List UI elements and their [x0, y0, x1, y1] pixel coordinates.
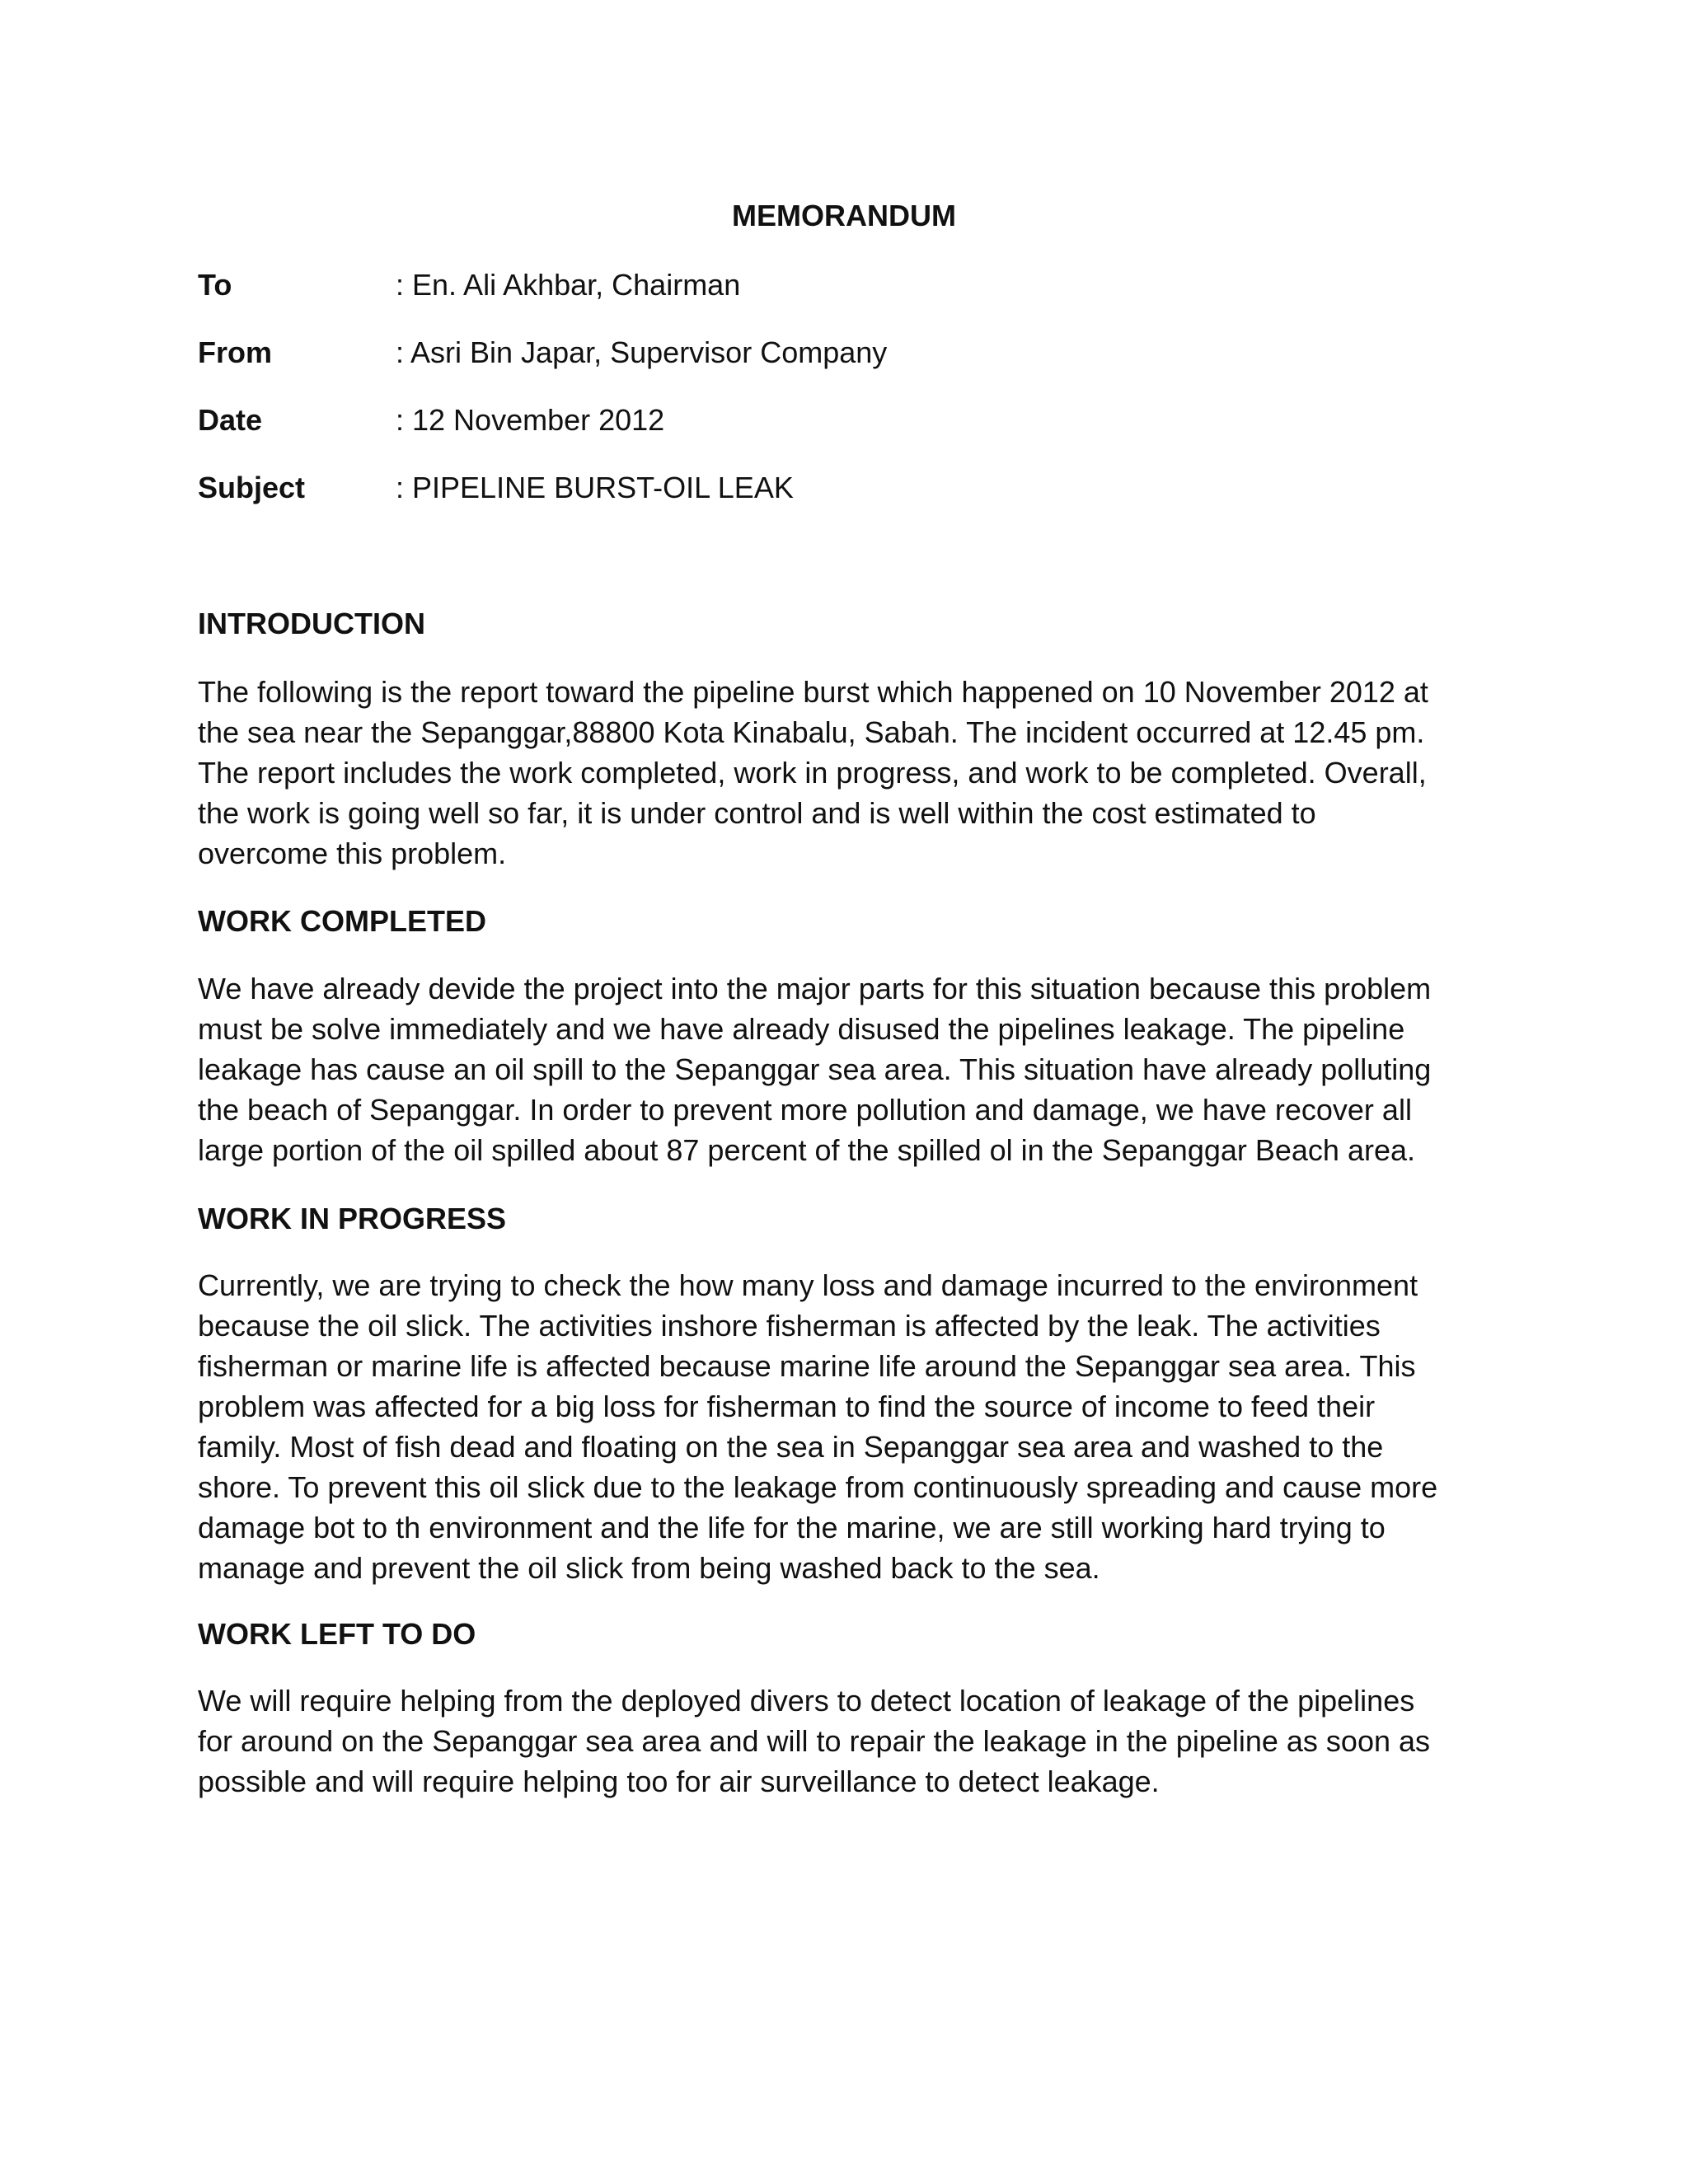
memo-title: MEMORANDUM: [732, 199, 956, 232]
section-body-work-completed: [198, 968, 1500, 1170]
paragraph-line: Currently, we are trying to check the how many loss and damage incurred to the environment: [198, 1268, 1418, 1302]
paragraph-line: large portion of the oil spilled about 87 percent of the spilled ol in the Sepanggar Beach area.: [198, 1133, 1416, 1167]
paragraph-line: problem was affected for a big loss for fisherman to find the source of income to feed their: [198, 1390, 1376, 1423]
header-date-value: : 12 November 2012: [396, 403, 665, 437]
header-from-row: [198, 335, 1484, 371]
section-body-work-in-progress: [198, 1265, 1500, 1588]
paragraph-line: for around on the Sepanggar sea area and will to repair the leakage in the pipeline as soon as: [198, 1724, 1431, 1758]
paragraph-line: The following is the report toward the pipeline burst which happened on 10 November 2012 at: [198, 675, 1428, 709]
section-heading-introduction: INTRODUCTION: [198, 607, 425, 640]
section-heading-work-in-progress: WORK IN PROGRESS: [198, 1202, 507, 1235]
header-date-row: [198, 402, 1484, 438]
section-body-work-left-to-do: [198, 1680, 1500, 1802]
header-subject-value: : PIPELINE BURST-OIL LEAK: [396, 471, 794, 504]
section-heading-work-completed: WORK COMPLETED: [198, 904, 486, 938]
paragraph-line: the beach of Sepanggar. In order to prevent more pollution and damage, we have recover all: [198, 1093, 1412, 1127]
header-to-label: To: [198, 268, 232, 302]
paragraph-line: leakage has cause an oil spill to the Sepanggar sea area. This situation have already polluting: [198, 1052, 1432, 1086]
paragraph-line: fisherman or marine life is affected because marine life around the Sepanggar sea area. This: [198, 1349, 1416, 1383]
header-date-label: Date: [198, 403, 263, 437]
paragraph-line: because the oil slick. The activities inshore fisherman is affected by the leak. The activities: [198, 1309, 1381, 1343]
paragraph-line: must be solve immediately and we have already disused the pipelines leakage. The pipeline: [198, 1012, 1405, 1046]
paragraph-line: shore. To prevent this oil slick due to the leakage from continuously spreading and cause more: [198, 1470, 1438, 1504]
paragraph-line: We will require helping from the deployed divers to detect location of leakage of the pipelines: [198, 1684, 1415, 1718]
paragraph-line: family. Most of fish dead and floating on the sea in Sepanggar sea area and washed to the: [198, 1430, 1384, 1464]
paragraph-line: possible and will require helping too for air surveillance to detect leakage.: [198, 1765, 1160, 1798]
header-subject-row: [198, 470, 1484, 506]
paragraph-line: We have already devide the project into the major parts for this situation because this problem: [198, 972, 1432, 1005]
section-body-introduction: [198, 672, 1500, 874]
paragraph-line: manage and prevent the oil slick from being washed back to the sea.: [198, 1551, 1100, 1585]
paragraph-line: overcome this problem.: [198, 837, 507, 870]
paragraph-line: the sea near the Sepanggar,88800 Kota Kinabalu, Sabah. The incident occurred at 12.45 pm.: [198, 715, 1425, 749]
header-subject-label: Subject: [198, 471, 306, 504]
header-from-value: : Asri Bin Japar, Supervisor Company: [396, 335, 888, 369]
paragraph-line: damage bot to th environment and the life for the marine, we are still working hard trying to: [198, 1511, 1386, 1544]
section-heading-work-left-to-do: WORK LEFT TO DO: [198, 1617, 476, 1651]
header-to-row: [198, 267, 1484, 303]
header-from-label: From: [198, 335, 272, 369]
header-to-value: : En. Ali Akhbar, Chairman: [396, 268, 741, 302]
paragraph-line: The report includes the work completed, work in progress, and work to be completed. Overall,: [198, 756, 1427, 790]
paragraph-line: the work is going well so far, it is under control and is well within the cost estimated to: [198, 796, 1316, 830]
